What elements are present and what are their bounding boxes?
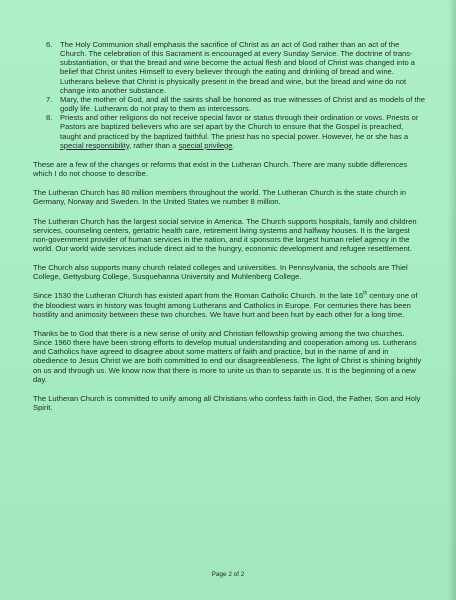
list-item-6	[46, 40, 425, 95]
page-footer: Page 2 of 2	[211, 571, 245, 578]
underlined-special-privilege: special privilege	[178, 140, 233, 150]
list-number: 6.	[46, 40, 53, 49]
numbered-list	[33, 40, 425, 150]
list-text-middle: , rather than a	[129, 140, 179, 150]
history-text-after: century one of the bloodiest wars in history was fought among Lutherans and Catholics in Europe. For centuries there has been hostility and animosity between these two churches. We have hurt and been hurt by each other for a long time.	[33, 291, 418, 319]
paragraph-commitment: The Lutheran Church is committed to unify among all Christians who confess faith in God, the Father, Son and Holy Spirit.	[33, 393, 421, 412]
list-text-before: Priests and other religions do not receive special favor or status through their ordination or vows. Priests or Pastors are baptized believers who are set apart by the Church to ensure that the Gospel is preached, taught and practiced by the baptized faithful. The priest has no special power. However, he or she has a	[60, 113, 419, 141]
history-text-before: Since 1530 the Lutheran Church has existed apart from the Roman Catholic Church. In the late 16	[33, 291, 364, 301]
list-text-after: .	[232, 140, 235, 150]
list-number: 8.	[46, 113, 53, 123]
paragraph-social-service: The Lutheran Church has the largest social service in America. The Church supports hospitals, family and children services, counseling centers, geriatric health care, retirement living systems and halfway houses. It is the largest non-government provider of human services in the nation, and it sponsors the largest human relief agency in the world. Our world wide services include direct aid to the hungry, economic development and refugee resettlement.	[33, 216, 417, 253]
superscript-th: th	[363, 290, 368, 297]
list-item-8	[46, 113, 425, 150]
document-body	[33, 40, 425, 412]
paragraph-history	[33, 291, 425, 318]
paragraph-reforms: These are a few of the changes or reforms that exist in the Lutheran Church. There are many subtle differences which I do not choose to describe.	[33, 159, 408, 179]
paragraph-unity: Thanks be to God that there is a new sense of unity and Christian fellowship growing among the two churches. Since 1960 there have been strong efforts to develop mutual understanding and cooperation among us. Lutherans and Catholics have agreed to disagree about some matters of faith and practice, but in the name of and in obedience to Jesus Christ we are both committed to end our disagreeableness. The light of Christ is shining brightly on us and through us. We know now that there is more to unite us than to separate us. It is the beginning of a new day.	[33, 328, 422, 384]
page-edge-shadow	[448, 0, 456, 600]
underlined-special-responsibility: special responsibility	[60, 140, 130, 150]
paragraph-membership: The Lutheran Church has 80 million members throughout the world. The Lutheran Church is the state church in Germany, Norway and Sweden. In the United States we number 8 million.	[33, 188, 407, 207]
list-number: 7.	[46, 94, 53, 104]
list-text: Mary, the mother of God, and all the saints shall be honored as true witnesses of Christ and as models of the godly life. Lutherans do not pray to them as intercessors.	[60, 94, 425, 114]
list-text: The Holy Communion shall emphasis the sacrifice of Christ as an act of God rather than an act of the Church. The celebration of this Sacrament is encouraged at every Sunday Service. The doctrine of trans-substantiation, or that the bread and wine become the actual flesh and blood of Christ was changed into a belief that Christ unites Himself to every believer through the eating and drinking of bread and wine. Lutherans believe that Christ is physically present in the bread and wine, but the bread and wine do not change into another substance.	[60, 40, 416, 95]
list-item-7	[46, 94, 425, 114]
paragraph-colleges: The Church also supports many church related colleges and universities. In Pennsylvania, the schools are Thiel College, Gettysburg College, Susquehanna University and Muhlenberg College.	[33, 263, 408, 282]
